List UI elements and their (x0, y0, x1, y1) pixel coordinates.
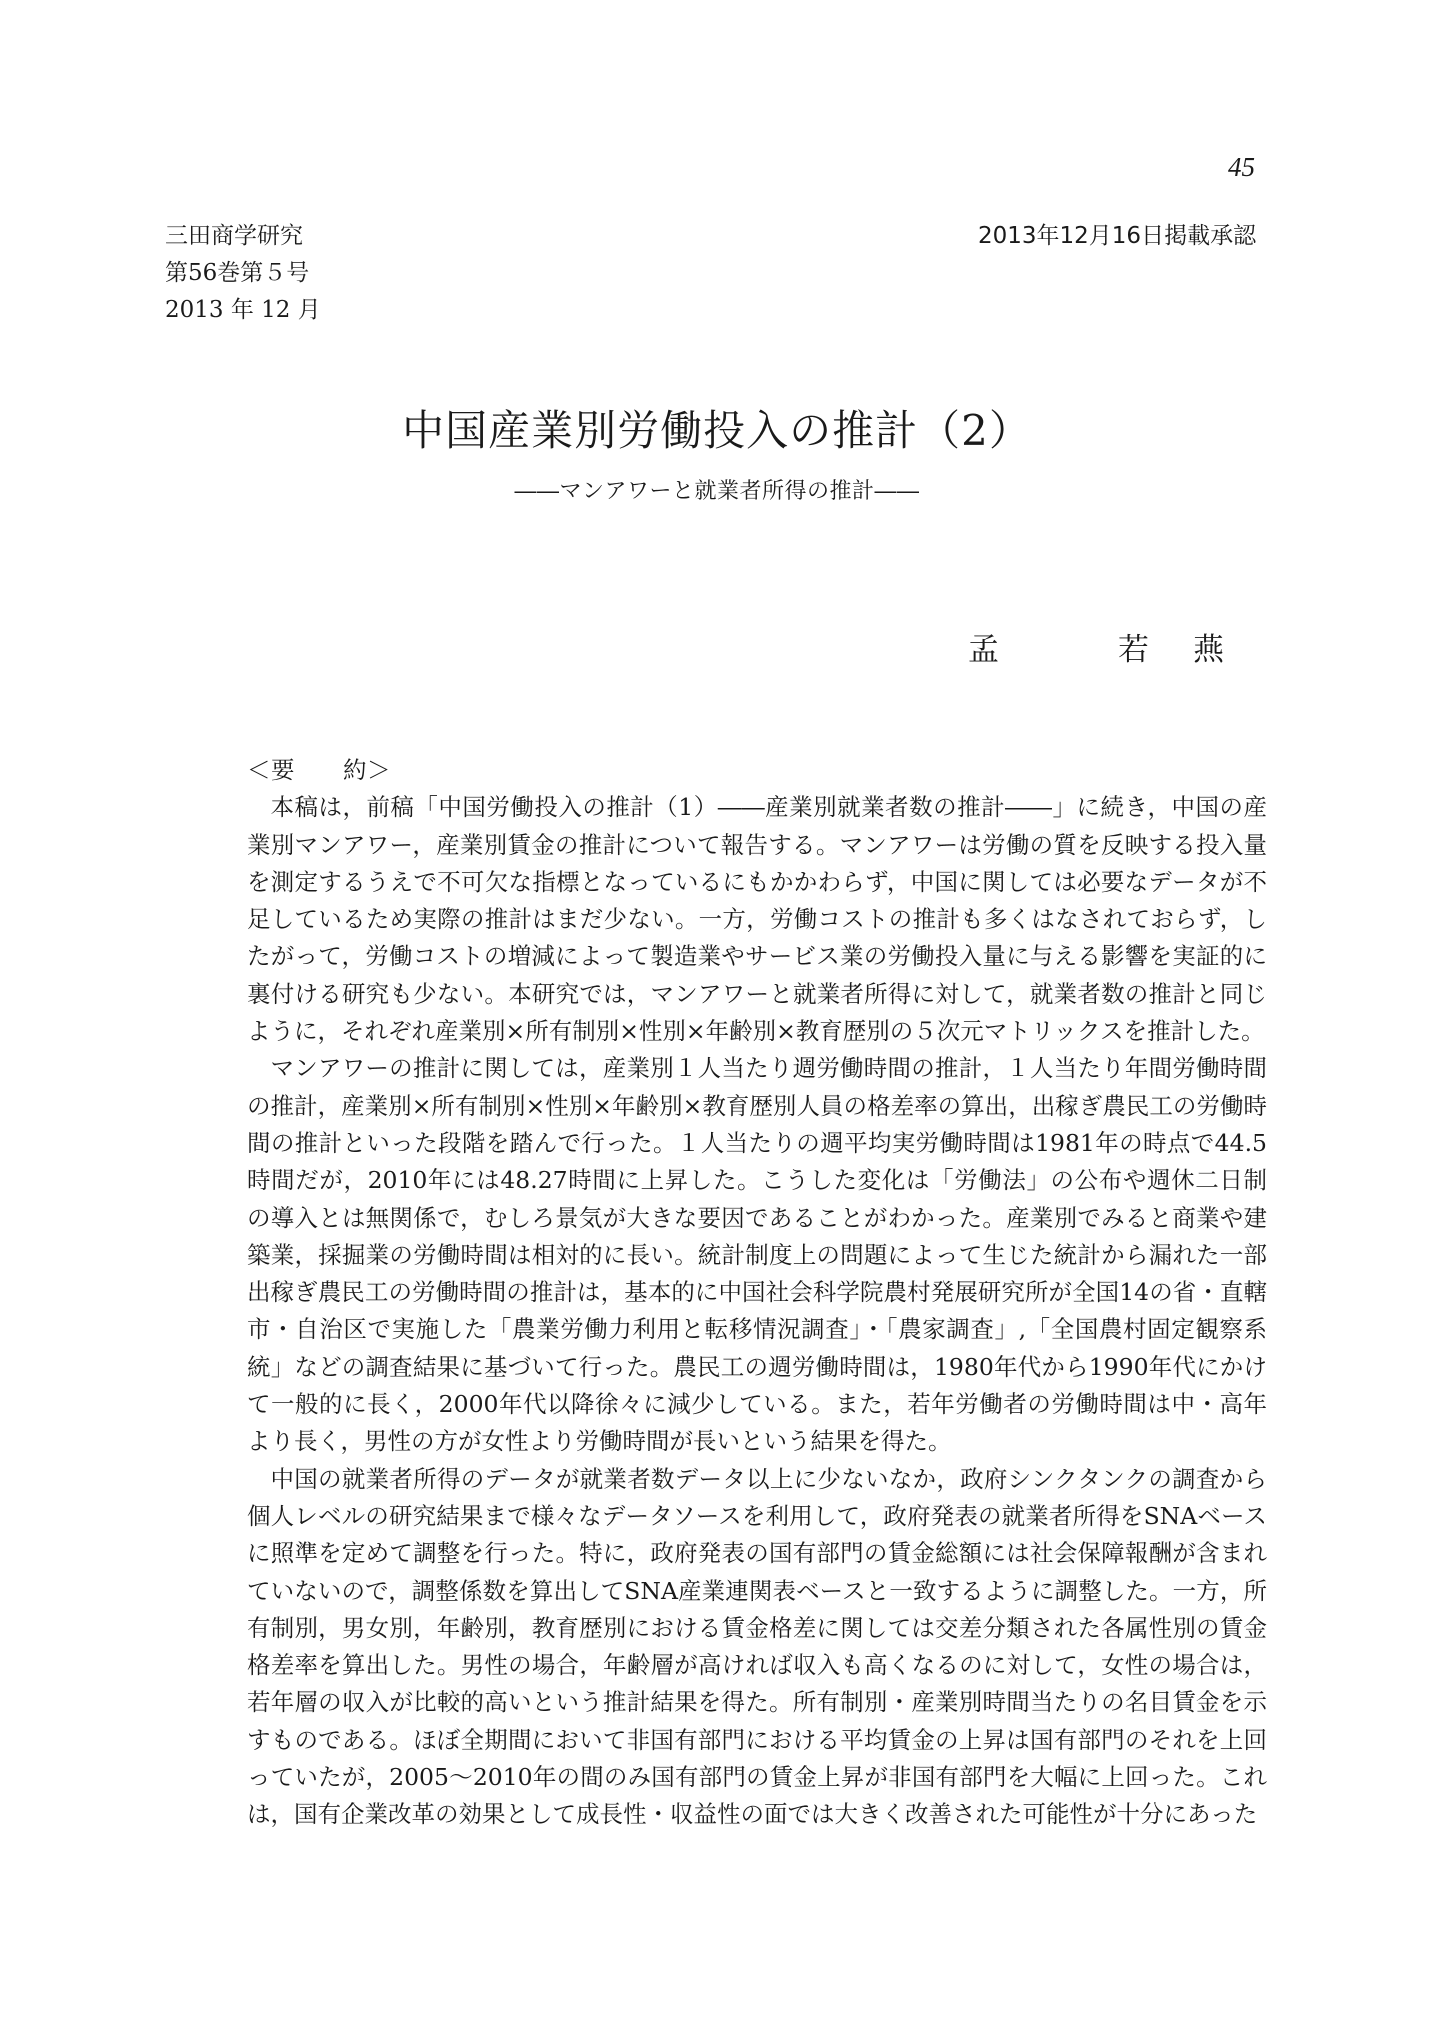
abstract-paragraph: マンアワーの推計に関しては，産業別１人当たり週労働時間の推計，１人当たり年間労働時間の推計，産業別×所有制別×性別×年齢別×教育歴別人員の格差率の算出，出稼ぎ農民工の労働時間の推計といった段階を踏んで行った。１人当たりの週平均実労働時間は1981年の時点で44.5時間だが，2010年には48.27時間に上昇した。こうした変化は「労働法」の公布や週休二日制の導入とは無関係で，むしろ景気が大きな要因であることがわかった。産業別でみると商業や建築業，採掘業の労働時間は相対的に長い。統計制度上の問題によって生じた統計から漏れた一部出稼ぎ農民工の労働時間の推計は，基本的に中国社会科学院農村発展研究所が全国14の省・直轄市・自治区で実施した「農業労働力利用と転移情況調査」・「農家調査」,「全国農村固定観察系統」などの調査結果に基づいて行った。農民工の週労働時間は，1980年代から1990年代にかけて一般的に長く，2000年代以降徐々に減少している。また，若年労働者の労働時間は中・高年より長く，男性の方が女性より労働時間が長いという結果を得た。 (247, 1054, 1267, 1456)
paper-title: 中国産業別労働投入の推計（2） (402, 406, 1032, 455)
approval-date: 2013年12月16日掲載承認 (978, 223, 1257, 249)
paper-subtitle: ――マンアワーと就業者所得の推計―― (514, 479, 920, 504)
journal-name: 三田商学研究 (165, 223, 303, 249)
page-number: 45 (1228, 152, 1255, 182)
abstract-paragraph: 中国の就業者所得のデータが就業者数データ以上に少ないなか，政府シンクタンクの調査から個人レベルの研究結果まで様々なデータソースを利用して，政府発表の就業者所得をSNAベースに照準を定めて調整を行った。特に，政府発表の国有部門の賃金総額には社会保障報酬が含まれていないので，調整係数を算出してSNA産業連関表ベースと一致するように調整した。一方，所有制別，男女別，年齢別，教育歴別における賃金格差に関しては交差分類された各属性別の賃金格差率を算出した。男性の場合，年齢層が高ければ収入も高くなるのに対して，女性の場合は，若年層の収入が比較的高いという推計結果を得た。所有制別・産業別時間当たりの名目賃金を示すものである。ほぼ全期間において非国有部門における平均賃金の上昇は国有部門のそれを上回っていたが，2005～2010年の間のみ国有部門の賃金上昇が非国有部門を大幅に上回った。これは，国有企業改革の効果として成長性・収益性の面では大きく改善された可能性が十分にあった (247, 1464, 1267, 1829)
journal-info (165, 218, 321, 329)
abstract-paragraph: 本稿は，前稿「中国労働投入の推計（1）――産業別就業者数の推計――」に続き，中国の産業別マンアワー，産業別賃金の推計について報告する。マンアワーは労働の質を反映する投入量を測定するうえで不可欠な指標となっているにもかかわらず，中国に関しては必要なデータが不足しているため実際の推計はまだ少ない。一方，労働コストの推計も多くはなされておらず，したがって，労働コストの増減によって製造業やサービス業の労働投入量に与える影響を実証的に裏付ける研究も少ない。本研究では，マンアワーと就業者所得に対して，就業者数の推計と同じように，それぞれ産業別×所有制別×性別×年齢別×教育歴別の５次元マトリックスを推計した。 (247, 793, 1267, 1046)
abstract-heading: ＜要 約＞ (247, 756, 391, 784)
author-name: 孟 若燕 (968, 632, 1268, 668)
journal-date: 2013 年 12 月 (165, 297, 321, 323)
abstract (247, 752, 1267, 1834)
journal-volume-issue: 第56巻第５号 (165, 260, 310, 286)
